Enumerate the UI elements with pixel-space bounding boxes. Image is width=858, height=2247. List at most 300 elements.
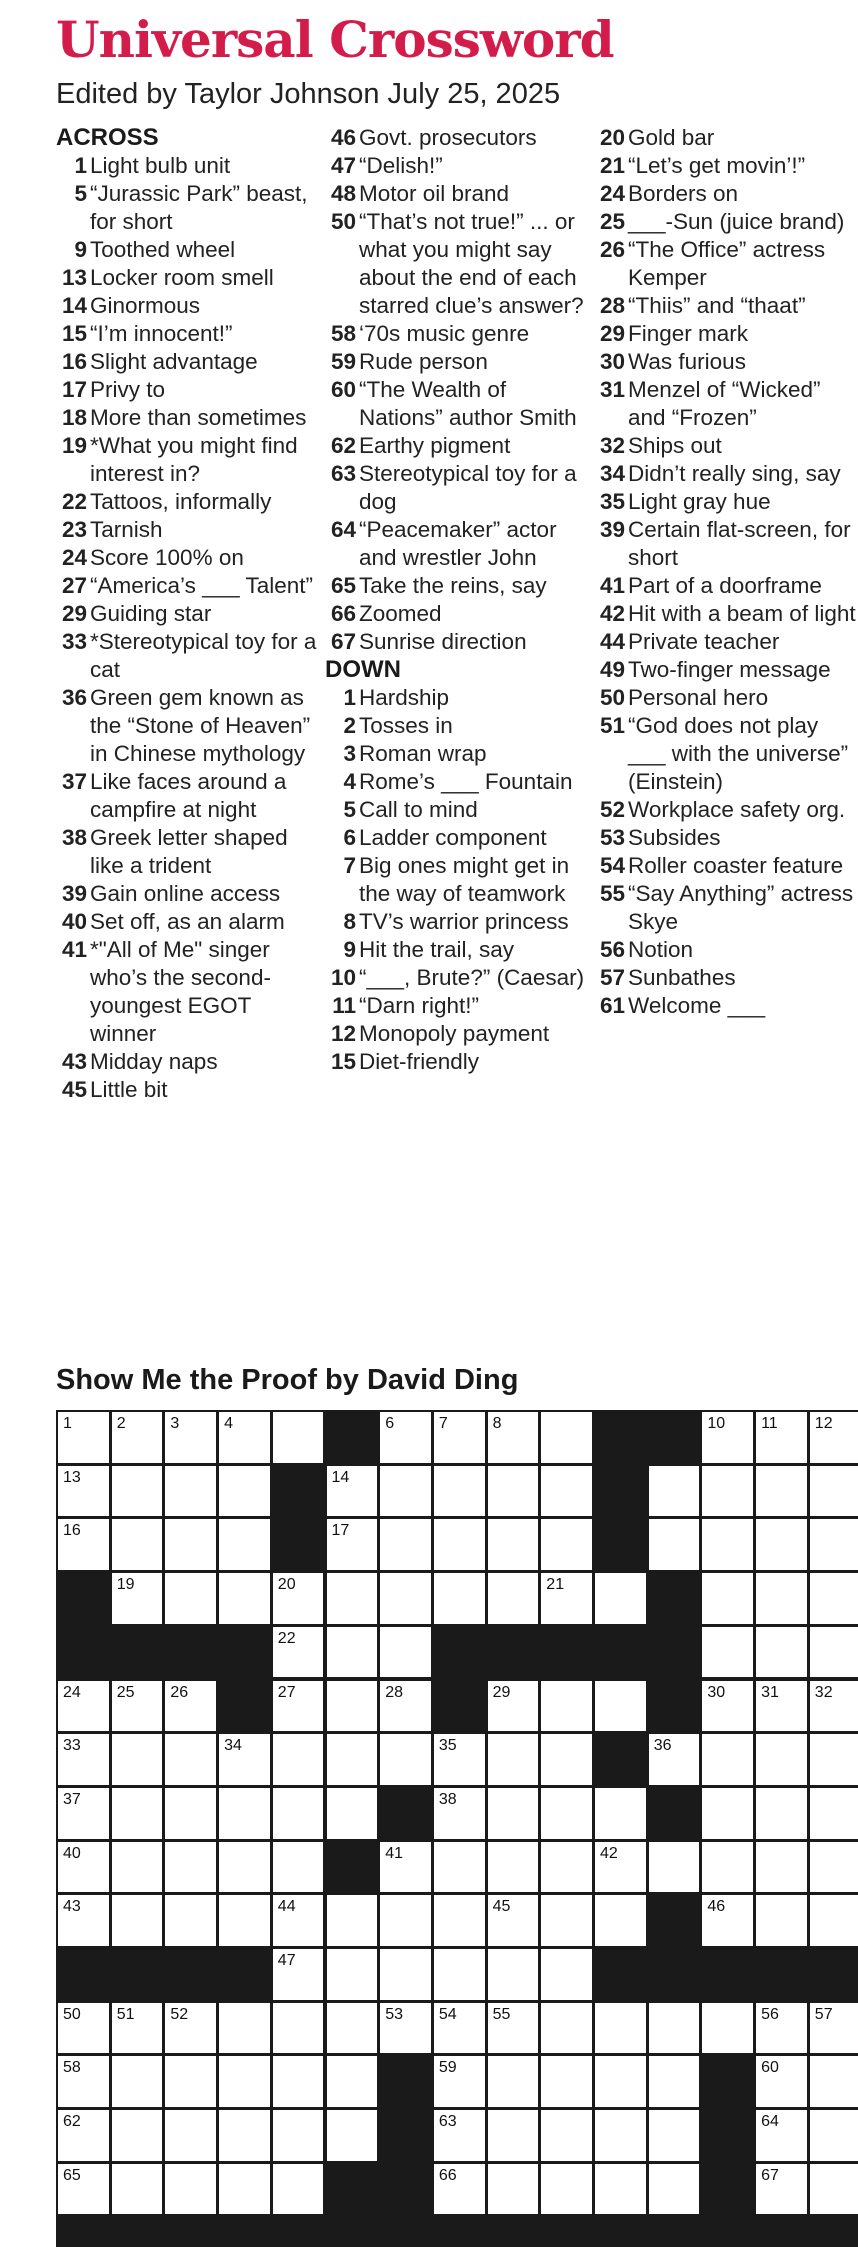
clue-number: 5 — [74, 181, 87, 206]
grid-cell[interactable] — [165, 2003, 216, 2054]
clue-across-38[interactable] — [56, 824, 321, 880]
clue-number: 64 — [330, 517, 356, 542]
grid-cell[interactable] — [756, 1681, 807, 1732]
clue-across-41[interactable] — [56, 936, 321, 1048]
grid-cell[interactable] — [219, 1842, 270, 1893]
clue-number: 25 — [599, 209, 625, 234]
grid-cell[interactable] — [488, 2056, 539, 2107]
grid-cell[interactable] — [273, 2110, 324, 2161]
grid-cell[interactable] — [649, 1466, 700, 1517]
grid-cell[interactable] — [112, 1842, 163, 1893]
grid-cell[interactable] — [702, 1627, 753, 1678]
grid-cell[interactable] — [327, 1519, 378, 1570]
grid-cell[interactable] — [112, 2003, 163, 2054]
grid-cell[interactable] — [219, 2003, 270, 2054]
clue-down-28[interactable] — [594, 292, 858, 320]
grid-cell[interactable] — [756, 1627, 807, 1678]
clue-down-12[interactable] — [325, 1020, 590, 1048]
grid-cell[interactable] — [112, 1788, 163, 1839]
grid-cell[interactable] — [488, 1949, 539, 2000]
grid-cell[interactable] — [434, 1573, 485, 1624]
grid-cell[interactable] — [112, 2056, 163, 2107]
grid-cell[interactable] — [649, 1519, 700, 1570]
grid-cell[interactable] — [756, 1573, 807, 1624]
grid-cell[interactable] — [702, 1466, 753, 1517]
clue-across-27[interactable] — [56, 572, 321, 600]
clue-down-50[interactable] — [594, 684, 858, 712]
grid-cell[interactable] — [112, 1466, 163, 1517]
grid-cell[interactable] — [327, 2003, 378, 2054]
grid-cell[interactable] — [165, 1734, 216, 1785]
cell-number: 1 — [63, 1415, 72, 1432]
grid-cell[interactable] — [273, 1788, 324, 1839]
grid-cell[interactable] — [434, 1412, 485, 1463]
grid-cell[interactable] — [219, 1412, 270, 1463]
grid-cell[interactable] — [756, 1734, 807, 1785]
clue-across-39[interactable] — [56, 880, 321, 908]
grid-cell[interactable] — [58, 1734, 109, 1785]
grid-cell[interactable] — [595, 1573, 646, 1624]
clue-number: 33 — [61, 629, 87, 654]
grid-cell[interactable] — [165, 1842, 216, 1893]
grid-cell[interactable] — [810, 2056, 858, 2107]
clue-down-42[interactable] — [594, 600, 858, 628]
grid-cell[interactable] — [541, 1573, 592, 1624]
clue-text: Locker room smell — [90, 265, 274, 290]
grid-cell[interactable] — [541, 2056, 592, 2107]
grid-cell[interactable] — [273, 1842, 324, 1893]
clue-text: “Let’s get movin’!” — [628, 153, 806, 178]
grid-cell[interactable] — [380, 1681, 431, 1732]
grid-cell[interactable] — [541, 2164, 592, 2215]
grid-cell[interactable] — [273, 1627, 324, 1678]
clue-across-67[interactable] — [325, 628, 590, 656]
grid-cell[interactable] — [112, 1895, 163, 1946]
clue-down-3[interactable] — [325, 740, 590, 768]
grid-cell[interactable] — [488, 1895, 539, 1946]
grid-cell[interactable] — [434, 1788, 485, 1839]
grid-cell[interactable] — [165, 1519, 216, 1570]
grid-cell[interactable] — [434, 2110, 485, 2161]
clue-down-5[interactable] — [325, 796, 590, 824]
grid-cell[interactable] — [702, 1412, 753, 1463]
grid-cell[interactable] — [58, 2003, 109, 2054]
grid-cell[interactable] — [434, 2056, 485, 2107]
grid-cell[interactable] — [702, 1519, 753, 1570]
grid-cell[interactable] — [273, 2056, 324, 2107]
clue-number: 62 — [330, 433, 356, 458]
clue-down-41[interactable] — [594, 572, 858, 600]
grid-cell[interactable] — [595, 2110, 646, 2161]
grid-cell[interactable] — [810, 1788, 858, 1839]
grid-cell[interactable] — [810, 1519, 858, 1570]
grid-cell[interactable] — [327, 1734, 378, 1785]
clue-across-50[interactable] — [325, 208, 590, 320]
grid-cell[interactable] — [541, 2003, 592, 2054]
grid-cell[interactable] — [58, 1466, 109, 1517]
grid-cell[interactable] — [595, 2056, 646, 2107]
grid-cell[interactable] — [58, 1681, 109, 1732]
clue-across-58[interactable] — [325, 320, 590, 348]
grid-cell[interactable] — [219, 1895, 270, 1946]
grid-cell[interactable] — [112, 2110, 163, 2161]
grid-cell[interactable] — [649, 1842, 700, 1893]
grid-cell[interactable] — [165, 1466, 216, 1517]
grid-cell[interactable] — [702, 2003, 753, 2054]
grid-cell[interactable] — [810, 1895, 858, 1946]
cell-number: 67 — [761, 2166, 779, 2184]
grid-cell[interactable] — [434, 1842, 485, 1893]
grid-cell[interactable] — [327, 1627, 378, 1678]
clue-down-7[interactable] — [325, 852, 590, 908]
grid-cell[interactable] — [219, 2110, 270, 2161]
grid-cell[interactable] — [112, 1681, 163, 1732]
clue-across-19[interactable] — [56, 432, 321, 488]
clue-number: 9 — [74, 237, 87, 262]
clue-down-24[interactable] — [594, 180, 858, 208]
grid-cell[interactable] — [702, 1734, 753, 1785]
clue-down-11[interactable] — [325, 992, 590, 1020]
clue-across-43[interactable] — [56, 1048, 321, 1076]
grid-cell[interactable] — [488, 2003, 539, 2054]
grid-cell[interactable] — [649, 2056, 700, 2107]
clue-text: ___-Sun (juice brand) — [628, 209, 845, 234]
clue-text: Light bulb unit — [90, 153, 231, 178]
grid-cell[interactable] — [810, 2110, 858, 2161]
grid-cell[interactable] — [327, 2056, 378, 2107]
grid-cell[interactable] — [58, 2110, 109, 2161]
grid-cell[interactable] — [434, 1949, 485, 2000]
grid-cell[interactable] — [702, 1681, 753, 1732]
grid-cell[interactable] — [595, 2164, 646, 2215]
clue-number: 48 — [330, 181, 356, 206]
grid-cell[interactable] — [756, 2003, 807, 2054]
grid-cell[interactable] — [165, 1895, 216, 1946]
grid-cell[interactable] — [810, 1734, 858, 1785]
clue-down-30[interactable] — [594, 348, 858, 376]
cell-number: 37 — [63, 1790, 81, 1808]
grid-cell[interactable] — [541, 1734, 592, 1785]
clue-across-23[interactable] — [56, 516, 321, 544]
grid-cell[interactable] — [327, 1788, 378, 1839]
grid-cell[interactable] — [380, 1466, 431, 1517]
grid-cell[interactable] — [541, 1466, 592, 1517]
grid-cell[interactable] — [810, 1466, 858, 1517]
grid-cell[interactable] — [380, 1519, 431, 1570]
grid-cell[interactable] — [488, 1788, 539, 1839]
grid-cell[interactable] — [810, 2003, 858, 2054]
clue-across-18[interactable] — [56, 404, 321, 432]
clue-down-4[interactable] — [325, 768, 590, 796]
clue-down-35[interactable] — [594, 488, 858, 516]
grid-cell[interactable] — [112, 1573, 163, 1624]
grid-cell[interactable] — [810, 1573, 858, 1624]
grid-cell[interactable] — [434, 2164, 485, 2215]
grid-cell[interactable] — [327, 1573, 378, 1624]
grid-cell[interactable] — [58, 1412, 109, 1463]
grid-cell[interactable] — [702, 1895, 753, 1946]
clue-down-55[interactable] — [594, 880, 858, 936]
clue-down-61[interactable] — [594, 992, 858, 1020]
grid-cell[interactable] — [702, 1788, 753, 1839]
clue-down-25[interactable] — [594, 208, 858, 236]
grid-cell[interactable] — [219, 1734, 270, 1785]
clue-across-60[interactable] — [325, 376, 590, 432]
clue-number: 55 — [599, 881, 625, 906]
grid-cell[interactable] — [327, 1895, 378, 1946]
grid-cell[interactable] — [810, 1627, 858, 1678]
grid-cell[interactable] — [58, 1519, 109, 1570]
clue-across-1[interactable] — [56, 152, 321, 180]
clue-down-29[interactable] — [594, 320, 858, 348]
grid-cell[interactable] — [165, 1788, 216, 1839]
clue-across-64[interactable] — [325, 516, 590, 572]
clue-across-36[interactable] — [56, 684, 321, 768]
grid-cell[interactable] — [165, 1573, 216, 1624]
clue-number: 59 — [330, 349, 356, 374]
grid-cell[interactable] — [165, 1681, 216, 1732]
grid-cell[interactable] — [434, 1466, 485, 1517]
cell-number: 3 — [170, 1415, 180, 1432]
grid-cell[interactable] — [488, 1519, 539, 1570]
clue-down-34[interactable] — [594, 460, 858, 488]
grid-cell[interactable] — [219, 2056, 270, 2107]
grid-cell[interactable] — [541, 2110, 592, 2161]
clue-down-54[interactable] — [594, 852, 858, 880]
clue-across-47[interactable] — [325, 152, 590, 180]
grid-cell[interactable] — [488, 1681, 539, 1732]
grid-cell[interactable] — [649, 2110, 700, 2161]
clue-down-39[interactable] — [594, 516, 858, 572]
clue-down-56[interactable] — [594, 936, 858, 964]
grid-cell[interactable] — [541, 1895, 592, 1946]
grid-cell[interactable] — [756, 1519, 807, 1570]
clue-across-40[interactable] — [56, 908, 321, 936]
grid-cell[interactable] — [380, 1895, 431, 1946]
clue-across-33[interactable] — [56, 628, 321, 684]
clue-down-8[interactable] — [325, 908, 590, 936]
grid-cell[interactable] — [273, 1734, 324, 1785]
clue-down-26[interactable] — [594, 236, 858, 292]
clue-across-15[interactable] — [56, 320, 321, 348]
clue-down-2[interactable] — [325, 712, 590, 740]
grid-cell[interactable] — [756, 2056, 807, 2107]
clue-down-53[interactable] — [594, 824, 858, 852]
clue-text: Borders on — [628, 181, 739, 206]
grid-cell[interactable] — [434, 1519, 485, 1570]
grid-cell[interactable] — [702, 1573, 753, 1624]
grid-cell[interactable] — [810, 2164, 858, 2215]
clue-number: 54 — [599, 853, 625, 878]
clue-down-51[interactable] — [594, 712, 858, 796]
clue-number: 14 — [61, 293, 87, 318]
grid-cell[interactable] — [595, 1788, 646, 1839]
grid-cell[interactable] — [273, 1681, 324, 1732]
grid-cell[interactable] — [595, 1895, 646, 1946]
clue-number: 36 — [61, 685, 87, 710]
clue-number: 35 — [599, 489, 625, 514]
grid-cell[interactable] — [165, 1412, 216, 1463]
clue-text: “Peacemaker” actor and wrestler John — [359, 517, 557, 570]
clue-number: 18 — [61, 405, 87, 430]
clue-number: 8 — [343, 909, 356, 934]
grid-cell[interactable] — [649, 2003, 700, 2054]
clue-across-46[interactable] — [325, 124, 590, 152]
grid-cell[interactable] — [488, 2164, 539, 2215]
grid-cell[interactable] — [810, 1681, 858, 1732]
clue-down-9[interactable] — [325, 936, 590, 964]
grid-cell[interactable] — [165, 2056, 216, 2107]
grid-cell[interactable] — [541, 1949, 592, 2000]
grid-cell[interactable] — [380, 1412, 431, 1463]
clue-across-63[interactable] — [325, 460, 590, 516]
grid-cell[interactable] — [58, 1895, 109, 1946]
grid-cell[interactable] — [541, 1788, 592, 1839]
grid-cell[interactable] — [756, 1842, 807, 1893]
grid-cell[interactable] — [541, 1412, 592, 1463]
clue-down-49[interactable] — [594, 656, 858, 684]
grid-cell[interactable] — [112, 1734, 163, 1785]
clue-column-3 — [594, 124, 858, 1020]
grid-cell[interactable] — [595, 2003, 646, 2054]
grid-cell[interactable] — [488, 1466, 539, 1517]
grid-cell[interactable] — [756, 1466, 807, 1517]
clue-down-32[interactable] — [594, 432, 858, 460]
grid-cell[interactable] — [58, 1788, 109, 1839]
clue-text: Light gray hue — [628, 489, 771, 514]
clue-across-14[interactable] — [56, 292, 321, 320]
grid-cell[interactable] — [327, 1466, 378, 1517]
clue-text: “Thiis” and “thaat” — [628, 293, 806, 318]
clue-across-29[interactable] — [56, 600, 321, 628]
grid-cell[interactable] — [380, 1842, 431, 1893]
grid-cell[interactable] — [756, 2110, 807, 2161]
grid-cell[interactable] — [219, 1466, 270, 1517]
grid-cell[interactable] — [273, 2164, 324, 2215]
grid-cell[interactable] — [380, 1627, 431, 1678]
clue-text: “Darn right!” — [359, 993, 480, 1018]
grid-cell[interactable] — [756, 1788, 807, 1839]
grid-cell[interactable] — [488, 2110, 539, 2161]
grid-cell[interactable] — [219, 1519, 270, 1570]
grid-cell[interactable] — [488, 1573, 539, 1624]
across-header: ACROSS — [56, 124, 159, 151]
clue-across-17[interactable] — [56, 376, 321, 404]
clue-across-59[interactable] — [325, 348, 590, 376]
clue-across-45[interactable] — [56, 1076, 321, 1104]
grid-cell[interactable] — [327, 1949, 378, 2000]
cell-number: 42 — [600, 1844, 618, 1862]
grid-cell[interactable] — [488, 1412, 539, 1463]
grid-cell[interactable] — [112, 1519, 163, 1570]
grid-cell[interactable] — [649, 2164, 700, 2215]
grid-cell[interactable] — [756, 1895, 807, 1946]
clue-across-16[interactable] — [56, 348, 321, 376]
grid-cell[interactable] — [380, 1573, 431, 1624]
grid-cell[interactable] — [649, 1734, 700, 1785]
clue-down-1[interactable] — [325, 684, 590, 712]
clue-across-37[interactable] — [56, 768, 321, 824]
grid-cell[interactable] — [273, 1573, 324, 1624]
clue-down-6[interactable] — [325, 824, 590, 852]
cell-number: 46 — [707, 1898, 726, 1916]
grid-cell[interactable] — [219, 1788, 270, 1839]
grid-cell[interactable] — [756, 2164, 807, 2215]
grid-cell[interactable] — [488, 1842, 539, 1893]
clue-down-57[interactable] — [594, 964, 858, 992]
grid-cell[interactable] — [112, 1412, 163, 1463]
grid-cell[interactable] — [810, 1412, 858, 1463]
grid-cell[interactable] — [541, 1519, 592, 1570]
grid-cell[interactable] — [595, 1681, 646, 1732]
grid-cell[interactable] — [273, 1895, 324, 1946]
grid-cell[interactable] — [434, 2003, 485, 2054]
clue-across-62[interactable] — [325, 432, 590, 460]
clue-across-9[interactable] — [56, 236, 321, 264]
clue-across-24[interactable] — [56, 544, 321, 572]
clue-text: Hit with a beam of light — [628, 601, 856, 626]
grid-cell[interactable] — [219, 2164, 270, 2215]
grid-cell[interactable] — [810, 1842, 858, 1893]
clue-text: Take the reins, say — [359, 573, 547, 598]
clue-down-10[interactable] — [325, 964, 590, 992]
grid-cell[interactable] — [165, 2164, 216, 2215]
grid-cell[interactable] — [58, 2164, 109, 2215]
grid-cell[interactable] — [434, 1895, 485, 1946]
clue-across-65[interactable] — [325, 572, 590, 600]
grid-cell[interactable] — [541, 1681, 592, 1732]
grid-cell[interactable] — [380, 1734, 431, 1785]
grid-cell[interactable] — [434, 1734, 485, 1785]
clue-across-66[interactable] — [325, 600, 590, 628]
grid-cell[interactable] — [273, 1412, 324, 1463]
clue-number: 67 — [330, 629, 356, 654]
clue-number: 4 — [343, 769, 356, 794]
grid-cell[interactable] — [380, 1949, 431, 2000]
grid-cell[interactable] — [327, 2110, 378, 2161]
grid-cell[interactable] — [541, 1842, 592, 1893]
cell-number: 20 — [277, 1576, 296, 1594]
clue-across-13[interactable] — [56, 264, 321, 292]
grid-cell[interactable] — [756, 1412, 807, 1463]
clue-number: 30 — [599, 349, 625, 374]
grid-cell[interactable] — [219, 1573, 270, 1624]
clue-across-48[interactable] — [325, 180, 590, 208]
clue-down-20[interactable] — [594, 124, 858, 152]
grid-cell[interactable] — [58, 2056, 109, 2107]
grid-cell[interactable] — [273, 1949, 324, 2000]
clue-down-15[interactable] — [325, 1048, 590, 1076]
grid-cell[interactable] — [165, 2110, 216, 2161]
grid-cell[interactable] — [327, 1681, 378, 1732]
grid-cell[interactable] — [488, 1734, 539, 1785]
grid-cell[interactable] — [702, 1842, 753, 1893]
clue-down-52[interactable] — [594, 796, 858, 824]
grid-cell[interactable] — [380, 2003, 431, 2054]
clue-down-21[interactable] — [594, 152, 858, 180]
grid-cell[interactable] — [112, 2164, 163, 2215]
grid-cell[interactable] — [58, 1842, 109, 1893]
clue-number: 37 — [61, 769, 87, 794]
clue-down-44[interactable] — [594, 628, 858, 656]
clue-across-22[interactable] — [56, 488, 321, 516]
clue-across-5[interactable] — [56, 180, 321, 236]
clue-text: Ginormous — [90, 293, 201, 318]
grid-cell[interactable] — [595, 1842, 646, 1893]
grid-cell[interactable] — [273, 2003, 324, 2054]
clue-down-31[interactable] — [594, 376, 858, 432]
clue-text: Didn’t really sing, say — [628, 461, 841, 486]
